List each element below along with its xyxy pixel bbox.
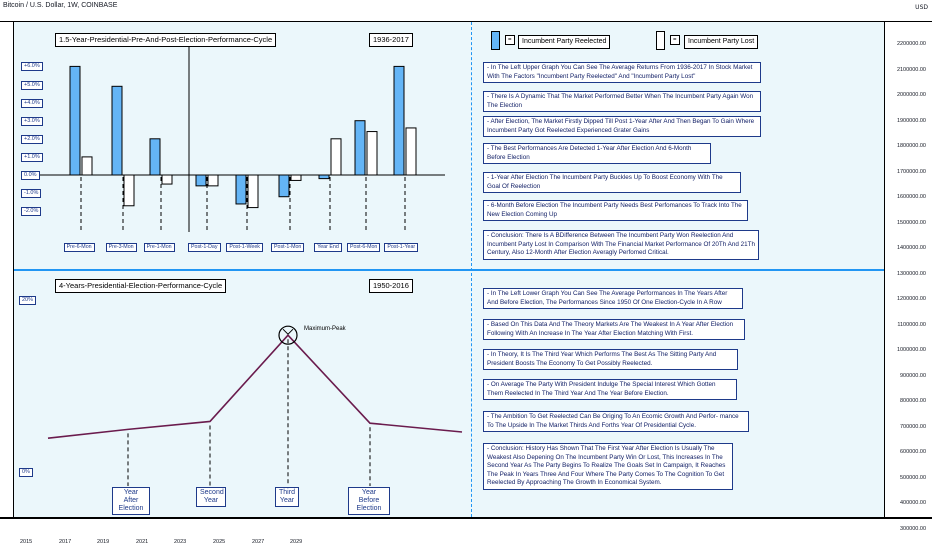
legend-equals-2: = [670,35,680,45]
bar-reelected-pre-6-mon [70,66,80,175]
time-tick-label: 2029 [290,539,303,545]
price-tick-label: 1600000.00 [896,194,926,200]
upper-y-tick-label: 0.0% [21,171,40,180]
bar-reelected-pre-3-mon [112,86,122,175]
lower-note-6: - Conclusion: History Has Shown That The First Year After Election Is Usually The Weakest Also Depening On The Incumbent Party Win Or Lost, This Increases In The Second Year As The Party Begins To Realize The Goals Set In Campaign, It Reaches The Peak In Years Three And Four Where The Party Comes To The Cognition To Get Reelected By Approaching The Growth In Economical System. [483,443,733,490]
phase-label-year-before: Year Before Election [348,487,390,515]
maximum-peak-annotation: Maximum-Peak [304,326,346,332]
price-tick-label: 1800000.00 [896,143,926,149]
upper-y-tick-label: +4.0% [21,99,43,108]
lower-y-max-label: 20% [19,296,36,305]
price-tick-label: 1700000.00 [896,168,926,175]
upper-y-tick-label: -2.0% [21,207,41,216]
time-tick-label: 2017 [59,539,72,545]
upper-note-6: - 6-Month Before Election The Incumbent Party Needs Best Perfomances To Track Into The New Election Coming Up [483,200,748,221]
upper-x-category-label: Post-1-Week [226,243,263,252]
phase-label-second-year: Second Year [196,487,226,507]
upper-note-5: - 1-Year After Election The Incumbent Party Buckles Up To Boost Economy With The Goal Of Reelection [483,172,741,193]
bar-reelected-post-1-day [196,175,206,186]
price-tick-label: 700000.00 [900,423,926,430]
lower-note-5: - The Ambition To Get Reelected Can Be Origing To An Ecomic Growth And Perfor- mance To The Upside In The Market Thirds And Forths Year Of Presidential Cycle. [483,411,749,432]
price-scale-currency[interactable]: USD [915,4,928,11]
upper-y-tick-label: +2.0% [21,135,43,144]
upper-bar-chart [13,22,471,269]
bar-reelected-year end [319,175,329,179]
upper-y-tick-label: +3.0% [21,117,43,126]
price-tick-label: 1900000.00 [896,117,926,124]
bar-reelected-post-1-week [236,175,246,204]
upper-y-tick-label: -1.0% [21,189,41,198]
lower-note-4: - On Average The Party With President Indulge The Special Interest Which Gotten Them Reelected In The Third Year And The Year Before Election. [483,379,737,400]
price-tick-label: 2100000.00 [896,66,926,73]
lower-note-1: - In The Left Lower Graph You Can See The Average Performances In The Years After And Before Election, The Performances Since 1950 Of One Election-Cycle In A Row [483,288,743,309]
bar-reelected-post-6-mon [355,121,365,175]
symbol-title: Bitcoin / U.S. Dollar, 1W, COINBASE [3,2,118,9]
legend-reelected-swatch [491,31,500,50]
price-tick-label: 2200000.00 [896,41,926,47]
bar-lost-post-1-day [208,175,218,186]
upper-note-4: - The Best Performances Are Detected 1-Year After Election And 6-Month Before Election [483,143,711,164]
lower-line-chart [13,271,471,517]
lower-chart-title: 4-Years-Presidential-Election-Performance-Cycle [55,279,226,293]
price-tick-label: 800000.00 [900,398,926,404]
upper-x-category-label: Post-1-Year [384,243,418,252]
upper-x-category-label: Post-1-Day [188,243,221,252]
price-tick-label: 2000000.00 [896,92,926,98]
price-tick-label: 1100000.00 [897,321,926,328]
maximum-peak-chevron [283,329,293,334]
price-tick-label: 400000.00 [900,500,926,506]
upper-note-2: - There Is A Dynamic That The Market Performed Better When The Incumbent Party Again Won The Election [483,91,761,112]
time-tick-label: 2027 [252,539,265,545]
price-tick-label: 300000.00 [900,525,926,532]
bar-lost-post-1-year [406,128,416,175]
bottom-border-line [0,517,932,519]
price-tick-label: 1300000.00 [896,270,926,277]
upper-x-category-label: Pre-6-Mon [64,243,95,252]
time-tick-label: 2025 [213,539,226,545]
lower-note-2: - Based On This Data And The Theory Markets Are The Weakest In A Year After Election Following With An Increase In The Year After Election Matching With First. [483,319,745,340]
phase-label-year-after: Year After Election [112,487,150,515]
upper-y-tick-label: +6.0% [21,62,43,71]
time-tick-label: 2015 [20,539,33,545]
bar-reelected-pre-1-mon [150,139,160,175]
upper-x-category-label: Pre-3-Mon [106,243,137,252]
bar-lost-post-1-mon [291,175,301,180]
bar-lost-year end [331,139,341,175]
upper-y-tick-label: +1.0% [21,153,43,162]
upper-chart-period: 1936-2017 [369,33,413,47]
upper-note-3: - After Election, The Market Firstly Dipped Till Post 1-Year After And Then Began To Gain Where Incumbent Party Got Reelected Experienced Grater Gains [483,116,761,137]
price-tick-label: 1500000.00 [896,219,926,226]
price-tick-label: 1000000.00 [896,347,926,353]
time-tick-label: 2021 [136,539,149,545]
right-border [884,22,885,517]
upper-note-7: - Conclusion: There Is A BDifference Between The Incumbent Party Won Reelection And Incumbent Party Lost In Comparison With The Financial Market Performance Of 20Th And 21Th Century, Also 12-Month After Election Averagly Perfomed Critical. [483,230,759,260]
lower-note-3: - In Theory, It Is The Third Year Which Performs The Best As The Sitting Party And President Boosts The Economy To Get Possibly Reelected. [483,349,738,370]
cycle-performance-line [48,335,462,438]
legend-lost-label: Incumbent Party Lost [684,35,758,49]
time-tick-label: 2019 [97,539,110,545]
bar-lost-post-6-mon [367,132,377,175]
upper-x-category-label: Pre-1-Mon [144,243,175,252]
price-tick-label: 500000.00 [900,474,926,481]
time-tick-label: 2023 [174,539,187,545]
price-tick-label: 1400000.00 [896,245,926,251]
bar-reelected-post-1-year [394,66,404,175]
bar-reelected-post-1-mon [279,175,289,197]
upper-y-tick-label: +5.0% [21,81,43,90]
price-tick-label: 900000.00 [900,372,926,379]
bar-lost-pre-3-mon [124,175,134,206]
legend-reelected-label: Incumbent Party Reelected [518,35,610,49]
lower-y-min-label: 0% [19,468,33,477]
phase-label-third-year: Third Year [275,487,299,507]
bar-lost-post-1-week [248,175,258,208]
price-tick-label: 600000.00 [900,449,926,455]
legend-lost-swatch [656,31,665,50]
price-tick-label: 1200000.00 [896,296,926,302]
upper-x-category-label: Post-1-Mon [271,243,304,252]
upper-chart-title: 1.5-Year-Presidential-Pre-And-Post-Election-Performance-Cycle [55,33,276,47]
bar-lost-pre-1-mon [162,175,172,184]
center-dashed-divider [471,22,472,517]
legend-equals-1: = [505,35,515,45]
upper-x-category-label: Post-6-Mon [347,243,380,252]
upper-x-category-label: Year End [314,243,342,252]
upper-note-1: - In The Left Upper Graph You Can See The Average Returns From 1936-2017 In Stock Market With The Factors "Incumbent Party Reelected" And "Incumbent Party Lost" [483,62,761,83]
lower-chart-period: 1950-2016 [369,279,413,293]
bar-lost-pre-6-mon [82,157,92,175]
